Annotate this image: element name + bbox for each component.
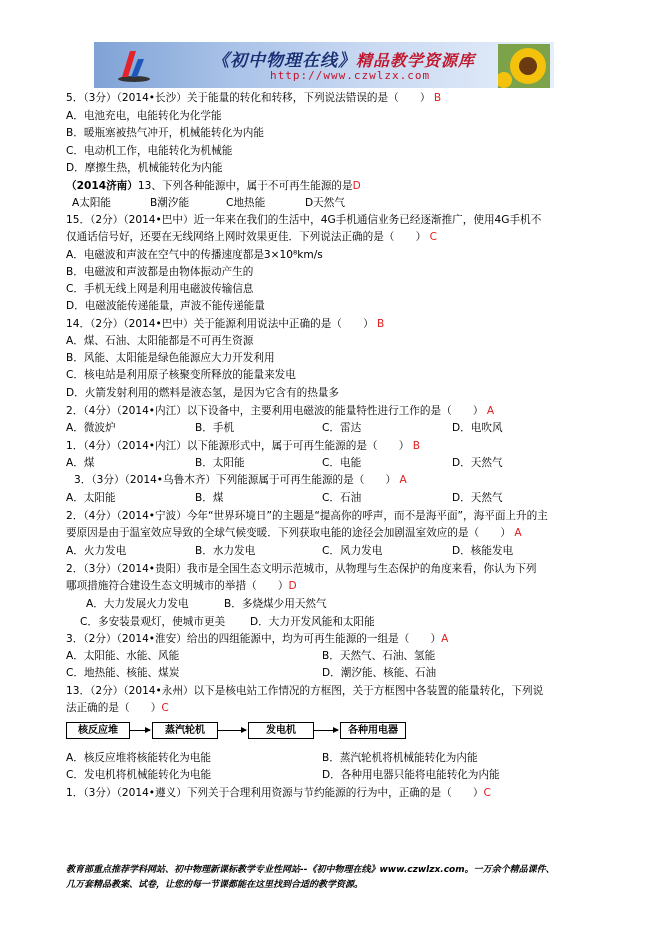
answer-mark: A [514, 527, 522, 539]
question-stem: 仅通话信号好，还要在无线网络上网时效果更佳．下列说法正确的是（ ） C [66, 231, 437, 243]
site-url: http://www.czwlzx.com [270, 69, 431, 82]
option: D．电吹风 [452, 422, 503, 434]
answer-mark: C [483, 787, 491, 799]
site-title: 《初中物理在线》精品教学资源库 [212, 51, 476, 71]
answer-mark: A [441, 633, 449, 645]
option: D．天然气 [452, 492, 503, 504]
option: A．太阳能、水能、风能 [66, 650, 180, 662]
option: D．核能发电 [452, 545, 514, 557]
option: C．风力发电 [322, 545, 383, 557]
question-stem: 3．（3分）（2014•乌鲁木齐）下列能源属于可再生能源的是（ ） A [74, 474, 407, 486]
question-stem: 3．（2分）（2014•淮安）给出的四组能源中，均为可再生能源的一组是（ ）A [66, 633, 449, 645]
option: C．雷达 [322, 422, 362, 434]
arrow-right-icon [314, 730, 338, 731]
option: D天然气 [305, 197, 345, 209]
site-logo-icon [114, 45, 154, 85]
option: D．电磁波能传递能量，声波不能传递能量 [66, 300, 265, 312]
option: C．电能 [322, 457, 362, 469]
option: A．微波炉 [66, 422, 116, 434]
answer-mark: D [352, 180, 361, 192]
flow-box-appliances: 各种用电器 [340, 722, 406, 739]
answer-mark: B [412, 440, 420, 452]
option: C．电动机工作，电能转化为机械能 [66, 145, 233, 157]
option: B．暖瓶塞被热气冲开，机械能转化为内能 [66, 127, 264, 139]
option: D．摩擦生热，机械能转化为内能 [66, 162, 223, 174]
arrow-right-icon [130, 730, 150, 731]
option: B．手机 [195, 422, 235, 434]
option: A太阳能 [72, 197, 112, 209]
answer-mark: A [486, 405, 495, 417]
option: B．水力发电 [195, 545, 256, 557]
question-stem: 1．（3分）（2014•遵义）下列关于合理利用资源与节约能源的行为中，正确的是（ ）C [66, 787, 491, 799]
option: D．潮汐能、核能、石油 [322, 667, 437, 679]
arrow-right-icon [218, 730, 246, 731]
question-stem: 法正确的是（ ）C [66, 702, 169, 714]
option: D．大力开发风能和太阳能 [250, 616, 375, 628]
question-stem: 5．（3分）（2014•长沙）关于能量的转化和转移，下列说法错误的是（ ） B [66, 92, 442, 104]
option: B．风能、太阳能是绿色能源应大力开发利用 [66, 352, 275, 364]
option: D．火箭发射利用的燃料是液态氢，是因为它含有的热量多 [66, 387, 339, 399]
option: A．煤、石油、太阳能都是不可再生资源 [66, 335, 254, 347]
header-banner [94, 42, 554, 88]
option: B．天然气、石油、氢能 [322, 650, 436, 662]
option: A．太阳能 [66, 492, 116, 504]
answer-mark: B [377, 318, 385, 330]
option: B潮汐能 [150, 197, 190, 209]
option: C．石油 [322, 492, 362, 504]
question-stem: 1．（4分）（2014•内江）以下能源形式中，属于可再生能源的是（ ） B [66, 440, 420, 452]
answer-mark: A [399, 474, 407, 486]
answer-mark: B [433, 92, 442, 104]
question-stem: 2．（4分）（2014•内江）以下设备中，主要利用电磁波的能量特性进行工作的是（ ） A [66, 405, 495, 417]
flow-box-turbine: 蒸汽轮机 [152, 722, 218, 739]
option: B．煤 [195, 492, 224, 504]
option: D．各种用电器只能将电能转化为内能 [322, 769, 500, 781]
flow-box-reactor: 核反应堆 [66, 722, 130, 739]
question-stem: 13．（2分）（2014•永州）以下是核电站工作情况的方框图，关于方框图中各装置的能量转化，下列说 [66, 685, 544, 697]
question-stem: 2．（4分）（2014•宁波）今年“世界环境日”的主题是“提高你的呼声，而不是海平面”，海平面上升的主 [66, 510, 548, 522]
nuclear-flow-diagram [66, 722, 406, 739]
footer-line: 几万套精品教案、试卷，让您的每一节课都能在这里找到合适的教学资源。 [66, 880, 364, 890]
option: B．电磁波和声波都是由物体振动产生的 [66, 266, 254, 278]
sunflower-icon [498, 44, 550, 88]
question-stem: （2014济南）13、下列各种能源中，属于不可再生能源的是D [66, 180, 361, 192]
option: B．蒸汽轮机将机械能转化为内能 [322, 752, 478, 764]
question-stem: 14．（2分）（2014•巴中）关于能源利用说法中正确的是（ ） B [66, 318, 385, 330]
question-stem: 2．（3分）（2014•贵阳）我市是全国生态文明示范城市，从物理与生态保护的角度来看，你认为下列 [66, 563, 537, 575]
option: C地热能 [226, 197, 266, 209]
option: A．电磁波和声波在空气中的传播速度都是3×10⁸km/s [66, 249, 323, 261]
question-stem: 15．（2分）（2014•巴中）近一年来在我们的生活中，4G手机通信业务已经逐渐推广，使用4G手机不 [66, 214, 542, 226]
option: C．核电站是利用原子核聚变所释放的能量来发电 [66, 369, 296, 381]
option: C．地热能、核能、煤炭 [66, 667, 180, 679]
answer-mark: C [161, 702, 169, 714]
option: A．火力发电 [66, 545, 127, 557]
option: B．多烧煤少用天然气 [224, 598, 327, 610]
answer-mark: D [288, 580, 297, 592]
footer-line: 教育部重点推荐学科网站、初中物理新课标教学专业性网站--《初中物理在线》www.czwlzx.com。一万余个精品课件、 [66, 865, 555, 875]
flow-box-generator: 发电机 [248, 722, 314, 739]
option: A．电池充电，电能转化为化学能 [66, 110, 222, 122]
option: C．发电机将机械能转化为电能 [66, 769, 212, 781]
option: D．天然气 [452, 457, 503, 469]
option: C．多安装景观灯，使城市更美 [80, 616, 226, 628]
option: A．大力发展火力发电 [86, 598, 189, 610]
question-stem: 要原因是由于温室效应导致的全球气候变暖．下列获取电能的途径会加剧温室效应的是（ ） A [66, 527, 522, 539]
option: A．核反应堆将核能转化为电能 [66, 752, 211, 764]
answer-mark: C [429, 231, 437, 243]
question-stem: 哪项措施符合建设生态文明城市的举措（ ）D [66, 580, 297, 592]
option: B．太阳能 [195, 457, 245, 469]
option: A．煤 [66, 457, 95, 469]
option: C．手机无线上网是利用电磁波传输信息 [66, 283, 254, 295]
